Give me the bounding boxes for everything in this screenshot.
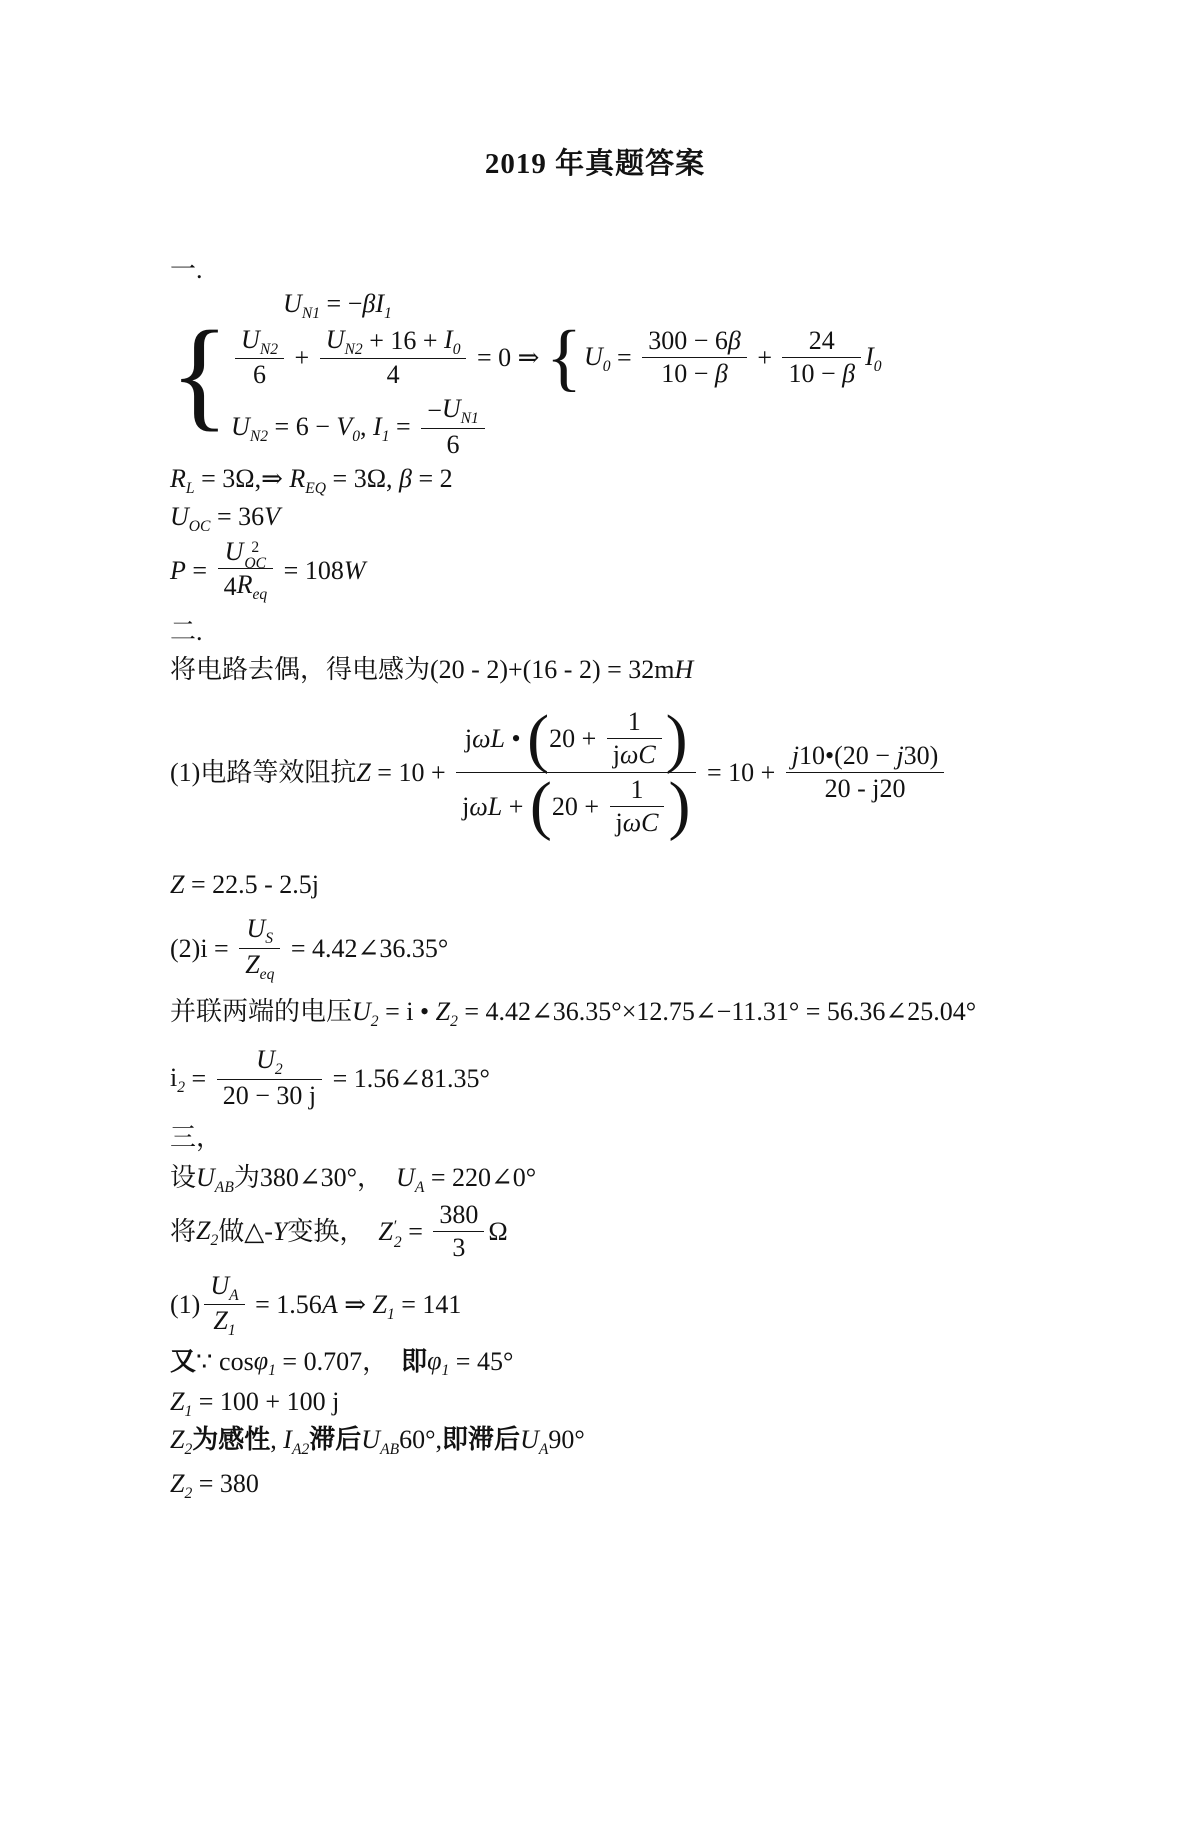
equation-uoc <box>170 499 1120 535</box>
math-fraction <box>235 324 284 392</box>
math-subscript: A <box>538 1440 549 1458</box>
math-base: U <box>283 288 302 318</box>
equation-i2 <box>170 1044 1120 1112</box>
math-subscripted <box>352 994 379 1030</box>
math-text: 并联两端的电压 <box>170 996 353 1026</box>
math-base: i <box>170 1063 178 1093</box>
math-subscripted <box>396 1160 424 1196</box>
math-subscript: 0 <box>602 358 611 376</box>
page-title: 2019 年真题答案 <box>484 148 706 180</box>
math-text: 10•(20 − <box>799 741 897 771</box>
math-subscript: AB <box>380 1440 400 1458</box>
right-paren-glyph: ) <box>668 769 691 843</box>
math-subscripted <box>865 340 881 375</box>
math-superscript: 2 <box>251 539 260 557</box>
math-subscripted <box>442 394 479 427</box>
equation-rl <box>170 461 1120 497</box>
math-fraction <box>218 536 274 604</box>
fraction-numerator <box>217 1044 322 1079</box>
math-subscript: OC <box>244 554 267 572</box>
math-subscript: S <box>265 930 274 948</box>
equation-parallel-voltage <box>170 994 1120 1030</box>
math-subscript: eq <box>252 586 268 604</box>
math-text: 将电路去偶，得电感为(20 - 2)+(16 - 2) = 32m <box>170 655 675 685</box>
math-subscripted <box>170 1422 192 1458</box>
math-variable: ωC <box>622 808 659 837</box>
math-subscripted <box>336 410 360 445</box>
math-subscript: N2 <box>249 427 269 445</box>
math-subscript: eq <box>259 965 275 983</box>
math-text: 10 − <box>661 358 715 388</box>
math-base: Z <box>196 1216 211 1246</box>
math-text: 设 <box>170 1163 197 1193</box>
math-subscripted <box>326 325 363 358</box>
math-subscript: 2 <box>184 1484 193 1502</box>
fraction-numerator <box>433 1199 484 1231</box>
supsub-stack <box>393 1218 402 1251</box>
document-body <box>0 252 1190 1502</box>
math-text: (2)i = <box>170 933 236 963</box>
math-subscripted <box>170 1060 185 1096</box>
math-subscripted <box>427 1343 449 1379</box>
math-text: 4 <box>386 360 400 390</box>
fraction-denominator <box>217 1079 322 1112</box>
math-base: I <box>373 411 382 441</box>
fraction-denominator <box>421 428 485 461</box>
fraction-numerator <box>204 1270 244 1305</box>
math-subscripted <box>254 1343 276 1379</box>
math-text: 24 <box>808 326 835 355</box>
math-subscripted <box>170 1384 192 1420</box>
math-subscript: N1 <box>460 410 479 428</box>
math-text: ⇒ <box>337 1290 373 1320</box>
fraction-numerator <box>786 740 945 772</box>
math-base: U <box>170 501 189 531</box>
left-brace-glyph: { <box>170 304 230 442</box>
math-subscript: 2 <box>184 1440 193 1458</box>
math-text: 1 <box>630 775 644 805</box>
math-base: U <box>325 324 345 354</box>
equation-decouple <box>170 652 1120 687</box>
math-base: U <box>256 1045 275 1075</box>
math-subscript: AB <box>214 1179 234 1197</box>
math-text: 将 <box>170 1216 197 1246</box>
math-text: = 1.56 <box>248 1290 322 1320</box>
math-subscript: 2 <box>274 1061 283 1079</box>
math-subscripted <box>196 1160 234 1196</box>
math-text: j <box>462 791 470 821</box>
math-text: = 0.707， <box>275 1346 402 1376</box>
math-text: j <box>464 723 473 753</box>
math-subscripted <box>247 914 274 947</box>
math-subscripted <box>231 410 268 445</box>
math-variable: V <box>264 502 281 532</box>
math-variable: β <box>714 358 728 388</box>
math-text: (1)电路等效阻抗 <box>170 758 357 788</box>
math-text: = 220∠0° <box>424 1163 537 1193</box>
math-text: = 45° <box>449 1346 514 1376</box>
equation-row <box>231 315 882 399</box>
fraction-denominator <box>433 1231 484 1264</box>
math-text: 6 <box>253 360 267 390</box>
math-subscript: OC <box>188 517 211 535</box>
left-brace-glyph: { <box>545 315 582 399</box>
math-text: 20 + <box>549 723 603 753</box>
math-base: Z <box>170 1387 185 1416</box>
math-subscript: A <box>414 1179 425 1197</box>
math-text: 三， <box>170 1123 223 1152</box>
math-base: U <box>241 324 260 354</box>
fraction-numerator <box>320 324 467 359</box>
bold-text: 为感性 <box>192 1424 271 1455</box>
fraction-numerator <box>456 701 696 775</box>
math-text: 为380∠30°， <box>233 1163 397 1193</box>
math-fraction <box>204 1270 244 1341</box>
math-text: 300 − 6 <box>648 326 728 355</box>
math-text: = 2 <box>412 464 453 494</box>
math-base: φ <box>253 1346 269 1376</box>
math-subscripted <box>436 994 458 1030</box>
math-supsub <box>224 537 267 572</box>
paren-content <box>552 774 669 839</box>
math-subscript: L <box>185 480 195 498</box>
math-text: = <box>185 555 214 585</box>
fraction-denominator <box>239 948 280 984</box>
math-text: = 22.5 - 2.5j <box>184 869 320 899</box>
equation-z1-value <box>170 1384 1120 1420</box>
math-subscripted <box>196 1213 218 1249</box>
math-text: = 108 <box>277 555 344 585</box>
math-variable: Z <box>356 758 371 788</box>
section-3-label <box>170 1120 1120 1155</box>
fraction-numerator <box>782 325 861 357</box>
math-base: Z <box>372 1290 387 1320</box>
fraction-numerator <box>421 393 485 428</box>
math-base: U <box>196 1163 215 1193</box>
equation-row <box>231 393 882 461</box>
fraction-denominator <box>642 357 747 390</box>
math-subscript: A <box>229 1286 239 1304</box>
math-subscripted <box>213 1306 235 1339</box>
math-base: Z <box>170 1468 185 1498</box>
math-base: V <box>336 411 353 441</box>
math-fraction <box>217 1044 322 1112</box>
math-text: 60°, <box>399 1425 443 1455</box>
fraction-denominator <box>607 738 662 771</box>
math-variable: β <box>399 464 412 494</box>
math-subscript: 2 <box>450 1012 458 1030</box>
math-base: U <box>520 1424 539 1454</box>
math-text: j <box>615 808 623 837</box>
math-text: = 6 − <box>268 412 337 442</box>
fraction-numerator <box>610 774 665 806</box>
math-base: φ <box>427 1346 442 1376</box>
math-variable: P <box>170 555 186 585</box>
equation-z2-inductive <box>170 1422 1120 1458</box>
math-subscripted <box>373 1287 395 1323</box>
math-variable: ωL <box>472 723 505 753</box>
left-paren-glyph: ( <box>529 769 552 843</box>
math-fraction <box>320 324 467 392</box>
math-subscripted <box>375 287 391 322</box>
math-fraction <box>610 774 665 839</box>
math-text: = 10 + <box>700 758 782 788</box>
math-base: U <box>224 537 244 567</box>
math-subscripted <box>170 499 210 535</box>
equation-uab <box>170 1160 1120 1196</box>
math-variable: j <box>896 741 904 771</box>
math-subscript: 2 <box>177 1079 186 1097</box>
math-text: 1 <box>627 707 641 737</box>
fraction-numerator <box>235 324 284 359</box>
math-text: 30) <box>903 741 939 771</box>
math-variable: ωL <box>469 791 503 821</box>
math-base: I <box>444 324 453 354</box>
math-text: 20 + <box>551 791 606 821</box>
bold-text: 又 <box>170 1345 197 1376</box>
fraction-denominator <box>610 806 665 839</box>
math-fraction <box>786 740 945 805</box>
math-base: R <box>289 463 306 493</box>
math-text: = 3Ω,⇒ <box>194 464 290 494</box>
math-subscript: 1 <box>227 1322 236 1340</box>
math-text: (1) <box>170 1290 201 1320</box>
math-subscripted <box>237 570 268 603</box>
supsub-stack <box>243 539 267 572</box>
fraction-denominator <box>204 1304 244 1340</box>
math-variable: W <box>343 555 366 585</box>
math-text: • <box>504 723 528 753</box>
math-base: R <box>236 570 253 600</box>
math-base: Z <box>213 1306 228 1336</box>
math-text: 变换， <box>287 1216 379 1246</box>
math-variable: Z <box>170 869 185 899</box>
math-fraction <box>239 913 280 984</box>
math-subscripted <box>241 325 278 358</box>
math-subscripted <box>210 1271 238 1304</box>
fraction-denominator <box>320 358 467 391</box>
fraction-denominator <box>235 358 284 391</box>
math-text: = i • <box>378 996 436 1026</box>
equation-current <box>170 913 1120 984</box>
math-base: U <box>441 394 461 424</box>
equation-z-value <box>170 867 1120 902</box>
math-subscript: 0 <box>352 427 361 445</box>
math-subscript: 2 <box>370 1012 379 1030</box>
math-variable: β <box>842 358 856 388</box>
math-text: j <box>612 740 620 770</box>
document-page <box>0 146 1190 1829</box>
math-text: − <box>427 395 442 425</box>
parenthesized-group <box>529 769 691 843</box>
math-subscript: 0 <box>873 358 882 376</box>
math-subscript: 1 <box>381 427 390 445</box>
fraction-denominator <box>786 772 945 805</box>
math-variable: j <box>791 741 799 771</box>
math-subscripted <box>256 1045 283 1078</box>
math-text: = <box>401 1216 430 1246</box>
math-text: + 16 + <box>362 326 445 355</box>
math-base: Z <box>435 996 451 1026</box>
right-paren-glyph: ) <box>665 701 688 775</box>
math-variable: H <box>674 655 694 685</box>
section-1-label <box>170 252 1120 287</box>
equation-z1-mag <box>170 1270 1120 1341</box>
equation-z2-value <box>170 1466 1120 1502</box>
math-text: = − <box>320 289 363 319</box>
math-subscript: N2 <box>259 340 279 358</box>
math-subscripted <box>283 1422 309 1458</box>
left-paren-glyph: ( <box>527 701 550 775</box>
math-text: 380 <box>439 1199 479 1229</box>
math-base: Z <box>245 949 260 979</box>
equation-delta-y <box>170 1199 1120 1264</box>
bold-text: 即 <box>401 1345 428 1376</box>
math-subscript: 2 <box>210 1232 219 1250</box>
math-subscripted <box>373 410 389 445</box>
math-text: 10 − <box>788 358 843 388</box>
math-variable: ωC <box>619 740 656 770</box>
math-text: = <box>389 412 418 442</box>
math-superscript: ′ <box>393 1218 398 1236</box>
math-base: R <box>170 463 186 493</box>
math-subscript: 1 <box>441 1362 450 1380</box>
math-subscript: 1 <box>386 1306 395 1324</box>
math-text: + <box>502 791 530 821</box>
bold-text: 即滞后 <box>442 1424 521 1455</box>
math-subscripted <box>361 1422 399 1458</box>
math-variable: A <box>321 1290 338 1320</box>
math-text: , <box>270 1425 284 1455</box>
math-subscript: 2 <box>393 1233 402 1251</box>
math-subscripted <box>520 1422 548 1458</box>
math-subscripted <box>289 461 326 497</box>
section-2-label <box>170 614 1120 649</box>
math-text: = <box>610 342 639 372</box>
math-fraction <box>607 706 662 771</box>
fraction-denominator <box>782 357 861 390</box>
math-subscript: 1 <box>383 304 392 322</box>
math-subscript: 1 <box>184 1403 193 1421</box>
math-subscript: N2 <box>344 340 363 358</box>
math-subscript: 0 <box>452 340 461 358</box>
math-subscripted <box>170 461 195 497</box>
math-text: 二. <box>170 617 203 647</box>
math-base: U <box>396 1163 415 1193</box>
math-base: I <box>375 288 384 318</box>
math-fraction <box>421 393 485 461</box>
equation-column <box>231 287 882 461</box>
math-subscripted <box>584 340 611 375</box>
math-text: + <box>288 342 316 372</box>
equation-impedance <box>170 701 1120 843</box>
math-base: U <box>352 996 371 1026</box>
math-supsub <box>378 1214 401 1249</box>
math-subscripted <box>245 950 274 983</box>
math-fraction <box>433 1199 484 1264</box>
math-base: I <box>283 1424 292 1454</box>
math-text: = 4.42∠36.35°×12.75∠−11.31° = 56.36∠25.04° <box>457 996 977 1026</box>
math-text: 一. <box>170 254 203 284</box>
math-fraction <box>782 325 861 390</box>
fraction-numerator <box>218 536 274 572</box>
math-fraction <box>456 701 696 843</box>
math-text: 做△- <box>218 1216 273 1246</box>
equation-power <box>170 536 1120 604</box>
math-subscript: N1 <box>301 304 321 322</box>
fraction-numerator <box>607 706 662 738</box>
math-text: = 100 + 100 j <box>192 1387 340 1417</box>
math-fraction <box>642 325 747 390</box>
fraction-numerator <box>642 325 747 357</box>
fraction-denominator <box>218 568 274 604</box>
math-text: 3 <box>452 1232 466 1262</box>
math-base: U <box>583 342 603 371</box>
math-text: = 3Ω, <box>326 464 400 494</box>
math-subscripted <box>283 287 320 322</box>
math-variable: β <box>362 289 376 319</box>
math-text: ∵ cos <box>196 1346 254 1376</box>
math-subscript: EQ <box>305 480 327 498</box>
equation-cos-phi <box>170 1343 1120 1379</box>
math-text: 20 − 30 j <box>222 1081 317 1111</box>
fraction-denominator <box>456 769 696 843</box>
math-subscripted <box>170 1466 192 1502</box>
math-text: , <box>360 412 374 442</box>
fraction-numerator <box>239 913 280 948</box>
math-text: 4 <box>223 571 237 601</box>
math-text: 90° <box>548 1425 585 1455</box>
parenthesized-group <box>527 701 688 775</box>
math-text: + <box>750 342 779 372</box>
math-text: Ω <box>488 1216 508 1246</box>
math-base: Z <box>170 1424 185 1454</box>
math-text: = 10 + <box>370 758 453 788</box>
math-base: Z <box>378 1216 393 1246</box>
math-subscript: A2 <box>291 1440 310 1458</box>
equation-system-1 <box>170 287 1120 461</box>
math-text: = 0 ⇒ <box>470 342 546 372</box>
math-base: U <box>246 913 266 943</box>
math-text: = 380 <box>192 1468 259 1498</box>
math-base: I <box>865 342 874 371</box>
math-subscript: 1 <box>268 1362 276 1380</box>
math-text: = <box>185 1063 213 1093</box>
math-text: 20 - j20 <box>824 774 906 804</box>
math-text: = 4.42∠36.35° <box>284 933 449 963</box>
paren-content <box>549 706 666 771</box>
math-text: = 1.56∠81.35° <box>326 1063 490 1093</box>
math-text: = 36 <box>210 502 265 532</box>
math-variable: Y <box>272 1216 288 1246</box>
math-subscripted <box>444 325 460 358</box>
math-text: = 141 <box>394 1290 462 1320</box>
math-variable: β <box>727 326 741 355</box>
math-text: 6 <box>446 430 460 460</box>
math-base: U <box>361 1424 381 1454</box>
bold-text: 滞后 <box>309 1424 362 1455</box>
math-base: U <box>210 1270 230 1300</box>
math-base: U <box>231 411 250 441</box>
